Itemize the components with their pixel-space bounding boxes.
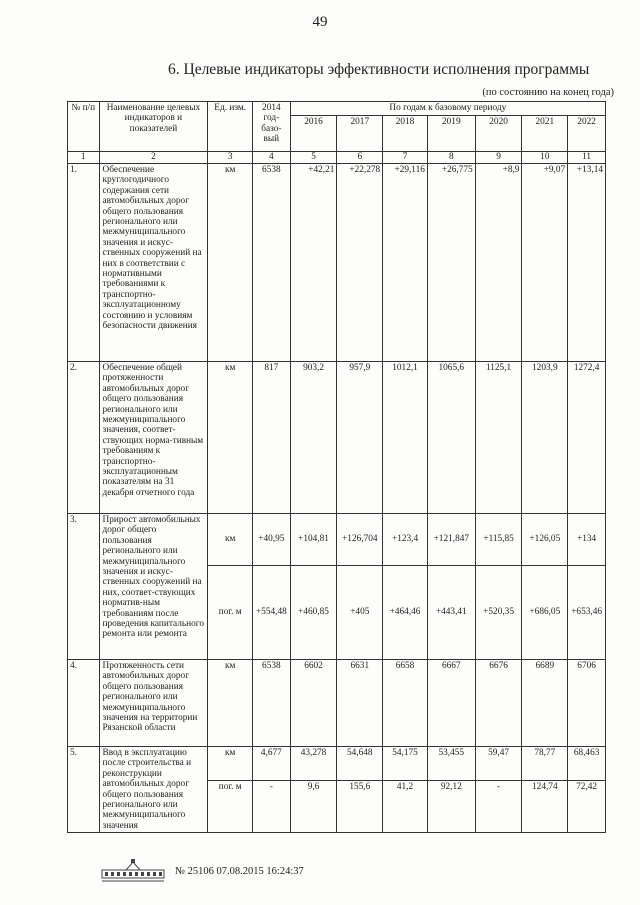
row-value: +126,704: [337, 514, 383, 566]
row-unit: км: [208, 362, 253, 514]
row-value: 9,6: [290, 781, 337, 833]
row-name: Протяженность сети автомобильных дорог общего пользования регионального или межмуниципального значения на территории Рязанской области: [99, 660, 208, 747]
column-number: 7: [383, 152, 428, 164]
row-value: +26,775: [427, 164, 475, 362]
column-number: 5: [290, 152, 337, 164]
row-value: 957,9: [337, 362, 383, 514]
registration-stamp: [175, 866, 304, 877]
row-name: Прирост автомобильных дорог общего пользования регионального или межмуниципального значения и искус-ственных сооружений на них, соответ-ствующих норматив-ным требованиям после проведения капитального ремонта или ремонта: [99, 514, 208, 660]
row-value: 41,2: [383, 781, 428, 833]
row-value: +29,116: [383, 164, 428, 362]
row-value: 6676: [475, 660, 522, 747]
row-value: 54,648: [337, 747, 383, 781]
header-year: 2021: [522, 116, 568, 152]
row-num: 3.: [68, 514, 100, 660]
row-value: 124,74: [522, 781, 568, 833]
row-value: 1203,9: [522, 362, 568, 514]
row-value: +121,847: [427, 514, 475, 566]
row-value: +115,85: [475, 514, 522, 566]
row-value: 54,175: [383, 747, 428, 781]
row-value: +464,46: [383, 566, 428, 660]
row-value: 68,463: [568, 747, 606, 781]
state-note: (по состоянию на конец года): [482, 87, 614, 98]
row-name: Ввод в эксплуатацию после строительства и реконструкции автомобильных дорог общего пользования регионального или межмуниципального значения: [99, 747, 208, 833]
row-value: +443,41: [427, 566, 475, 660]
row-value: 72,42: [568, 781, 606, 833]
table-row: [68, 747, 606, 781]
building-logo-icon: [100, 858, 168, 884]
table-row: [68, 362, 606, 514]
column-number: 8: [427, 152, 475, 164]
row-value: +123,4: [383, 514, 428, 566]
column-number: 1: [68, 152, 100, 164]
row-value: 78,77: [522, 747, 568, 781]
row-value: 59,47: [475, 747, 522, 781]
table-row: [68, 164, 606, 362]
row-value: +42,21: [290, 164, 337, 362]
column-number: 11: [568, 152, 606, 164]
header-year: 2018: [383, 116, 428, 152]
column-number: 6: [337, 152, 383, 164]
row-unit: км: [208, 164, 253, 362]
row-value: 903,2: [290, 362, 337, 514]
column-number: 10: [522, 152, 568, 164]
row-value: 155,6: [337, 781, 383, 833]
document-timestamp: 07.08.2015 16:24:37: [216, 866, 304, 877]
row-base: +554,48: [253, 566, 291, 660]
row-value: +653,46: [568, 566, 606, 660]
header-name: Наименование целевых индикаторов и показателей: [99, 102, 208, 152]
row-value: +13,14: [568, 164, 606, 362]
column-number-row: [68, 152, 606, 164]
row-num: 4.: [68, 660, 100, 747]
row-base: 6538: [253, 164, 291, 362]
page-number: 49: [312, 14, 328, 30]
row-unit: пог. м: [208, 781, 253, 833]
row-value: 1065,6: [427, 362, 475, 514]
row-base: 6538: [253, 660, 291, 747]
column-number: 3: [208, 152, 253, 164]
column-number: 9: [475, 152, 522, 164]
row-unit: км: [208, 514, 253, 566]
row-value: 6658: [383, 660, 428, 747]
row-value: +686,05: [522, 566, 568, 660]
header-base-year: 2014 год-базо-вый: [253, 102, 291, 152]
row-name: Обеспечение круглогодичного содержания сети автомобильных дорог общего пользования регионального или межмуниципального значения и искус-ственных сооружений на них в соответствии с нормативными требованиями к транспортно-эксплуатационному состоянию и условиям безопасности движения: [99, 164, 208, 362]
row-value: 92,12: [427, 781, 475, 833]
row-value: +8,9: [475, 164, 522, 362]
row-value: +9,07: [522, 164, 568, 362]
column-number: 2: [99, 152, 208, 164]
row-value: 6667: [427, 660, 475, 747]
row-base: -: [253, 781, 291, 833]
row-num: 1.: [68, 164, 100, 362]
table-row: [68, 660, 606, 747]
document-number: № 25106: [175, 866, 214, 877]
table-row: [68, 514, 606, 566]
indicators-table: [67, 101, 606, 833]
section-title: 6. Целевые индикаторы эффективности исполнения программы: [168, 61, 590, 78]
row-base: 817: [253, 362, 291, 514]
row-value: +22,278: [337, 164, 383, 362]
row-value: +520,35: [475, 566, 522, 660]
row-value: 1272,4: [568, 362, 606, 514]
document-footer: [100, 858, 400, 888]
row-unit: пог. м: [208, 566, 253, 660]
header-unit: Ед. изм.: [208, 102, 253, 152]
header-year: 2020: [475, 116, 522, 152]
row-value: +126,05: [522, 514, 568, 566]
header-year: 2019: [427, 116, 475, 152]
row-unit: км: [208, 747, 253, 781]
row-value: 6689: [522, 660, 568, 747]
row-value: 53,455: [427, 747, 475, 781]
row-base: 4,677: [253, 747, 291, 781]
row-num: 5.: [68, 747, 100, 833]
row-value: 6631: [337, 660, 383, 747]
row-value: +405: [337, 566, 383, 660]
header-year: 2022: [568, 116, 606, 152]
row-value: -: [475, 781, 522, 833]
row-value: 1125,1: [475, 362, 522, 514]
header-year: 2017: [337, 116, 383, 152]
header-period: По годам к базовому периоду: [290, 102, 605, 116]
row-value: +104,81: [290, 514, 337, 566]
row-value: +460,85: [290, 566, 337, 660]
row-value: 1012,1: [383, 362, 428, 514]
row-value: 43,278: [290, 747, 337, 781]
row-base: +40,95: [253, 514, 291, 566]
header-num: № п/п: [68, 102, 100, 152]
column-number: 4: [253, 152, 291, 164]
row-num: 2.: [68, 362, 100, 514]
row-value: 6706: [568, 660, 606, 747]
row-value: 6602: [290, 660, 337, 747]
row-name: Обеспечение общей протяженности автомобильных дорог общего пользования регионального или межмуниципального значения, соответ-ствующих норма-тивным требованиям к транспортно-эксплуатационным показателям на 31 декабря отчетного года: [99, 362, 208, 514]
row-unit: км: [208, 660, 253, 747]
header-year: 2016: [290, 116, 337, 152]
row-value: +134: [568, 514, 606, 566]
